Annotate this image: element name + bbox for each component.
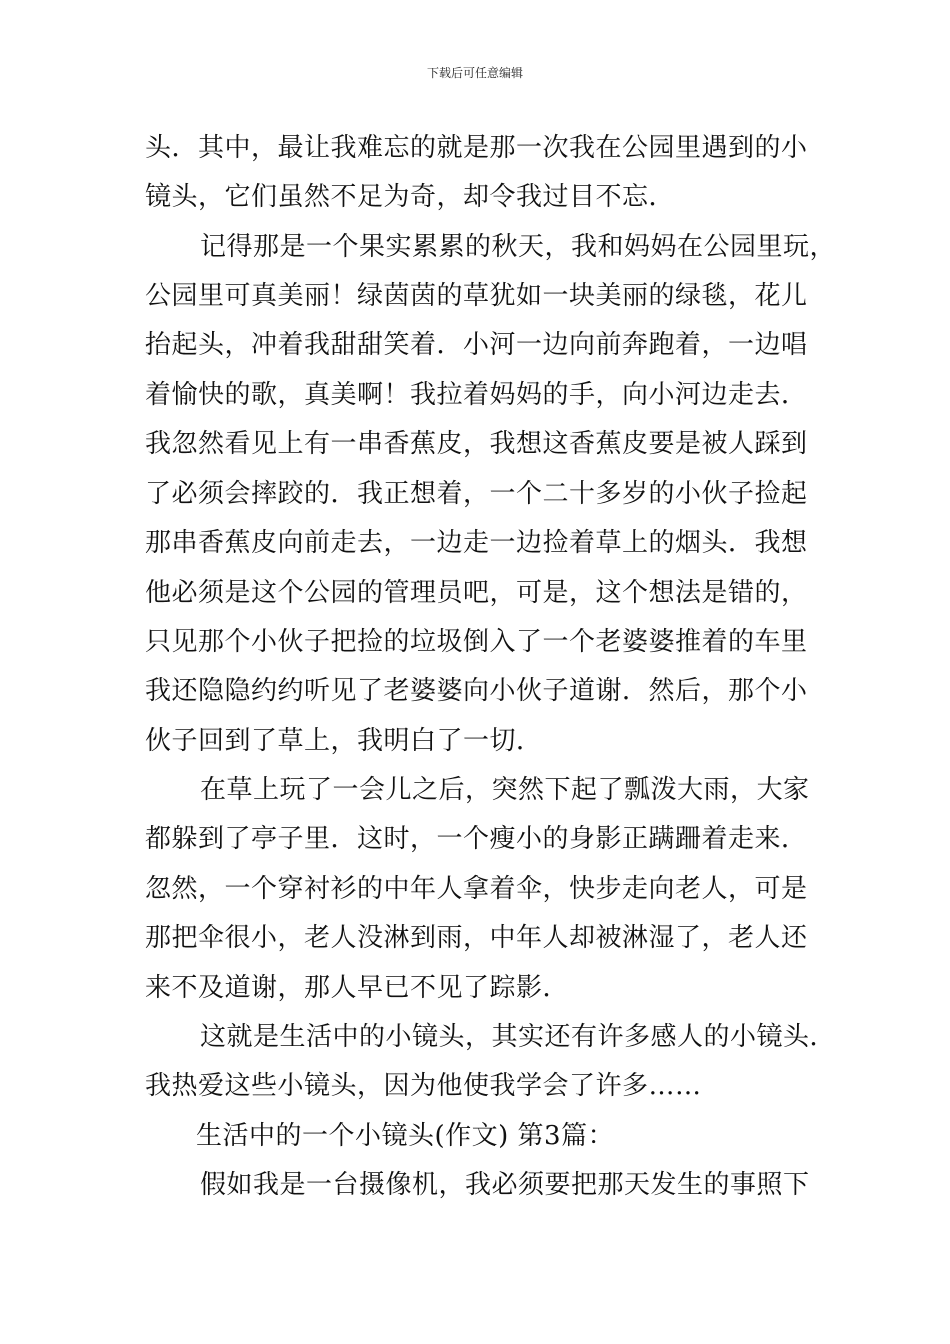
text-line: 这就是生活中的小镜头，其实还有许多感人的小镜头． [200,1022,837,1052]
text-line: 记得那是一个果实累累的秋天，我和妈妈在公园里玩， [200,232,837,262]
text-line: 只见那个小伙子把捡的垃圾倒入了一个老婆婆推着的车里 [145,627,808,657]
page-header: 下载后可任意编辑 [426,66,523,80]
text-line: 伙子回到了草上，我明白了一切． [145,726,543,756]
text-line: 都躲到了亭子里．这时，一个瘦小的身影正蹒跚着走来． [145,824,808,854]
text-line: 我忽然看见上有一串香蕉皮，我想这香蕉皮要是被人踩到 [145,429,808,459]
text-line: 那把伞很小，老人没淋到雨，中年人却被淋湿了，老人还 [145,923,808,953]
section-heading: 生活中的一个小镜头(作文) 第3篇： [196,1121,615,1151]
text-line: 来不及道谢，那人早已不见了踪影． [145,973,570,1003]
text-line: 我热爱这些小镜头，因为他使我学会了许多…… [145,1071,702,1101]
text-line: 忽然，一个穿衬衫的中年人拿着伞，快步走向老人，可是 [145,874,808,904]
text-line: 镜头，它们虽然不足为奇，却令我过目不忘． [145,182,676,212]
text-line: 抬起头，冲着我甜甜笑着．小河一边向前奔跑着，一边唱 [145,330,808,360]
text-line: 我还隐隐约约听见了老婆婆向小伙子道谢．然后，那个小 [145,676,808,706]
text-line: 那串香蕉皮向前走去，一边走一边捡着草上的烟头．我想 [145,528,808,558]
text-line: 他必须是这个公园的管理员吧，可是，这个想法是错的， [145,578,808,608]
text-line: 头．其中，最让我难忘的就是那一次我在公园里遇到的小 [145,133,808,163]
text-line: 在草上玩了一会儿之后，突然下起了瓢泼大雨，大家 [200,775,810,805]
text-line: 了必须会摔跤的．我正想着，一个二十多岁的小伙子捡起 [145,479,808,509]
text-line: 着愉快的歌，真美啊！我拉着妈妈的手，向小河边走去． [145,380,808,410]
text-line: 公园里可真美丽！绿茵茵的草犹如一块美丽的绿毯，花儿 [145,281,808,311]
text-line: 假如我是一台摄像机，我必须要把那天发生的事照下 [200,1170,810,1200]
